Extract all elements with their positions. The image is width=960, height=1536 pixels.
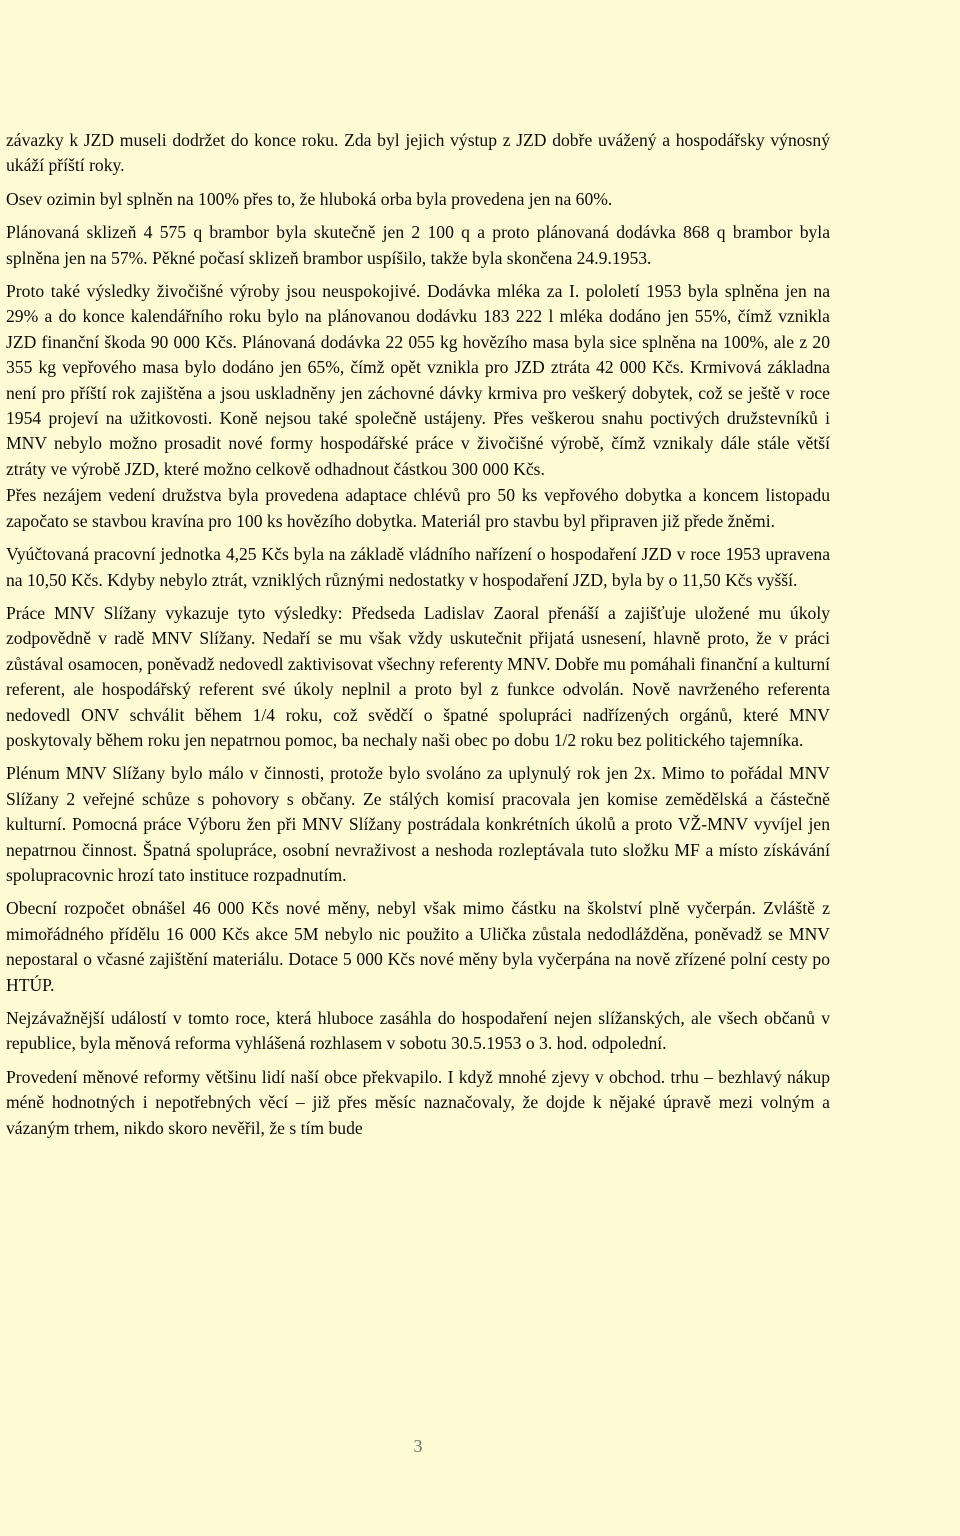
document-body xyxy=(6,128,830,1149)
paragraph: Osev ozimin byl splněn na 100% přes to, že hluboká orba byla provedena jen na 60%. xyxy=(6,188,613,209)
paragraph: Vyúčtovaná pracovní jednotka 4,25 Kčs byla na základě vládního nařízení o hospodaření JZD v roce 1953 upravena na 10,50 Kčs. Kdyby nebylo ztrát, vzniklých různými nedostatky v hospodaření JZD, byla by o 11,50 Kčs vyšší. xyxy=(6,544,830,590)
paragraph: Plénum MNV Slížany bylo málo v činnosti, protože bylo svoláno za uplynulý rok jen 2x. Mimo to pořádal MNV Slížany 2 veřejné schůze s pohovory s občany. Ze stálých komisí pracovala jen komise zemědělská a částečně kulturní. Pomocná práce Výboru žen při MNV Slížany postrádala konkrétních úkolů a proto VŽ-MNV vyvíjel jen nepatrnou činnost. Špatná spolupráce, osobní nevraživost a neshoda rozleptávala tuto složku MF a místo získávání spolupracovnic hrozí tato instituce rozpadnutím. xyxy=(6,763,830,885)
paragraph: závazky k JZD museli dodržet do konce roku. Zda byl jejich výstup z JZD dobře uvážený a hospodářsky výnosný ukáží příští roky. xyxy=(6,130,830,176)
paragraph: Plánovaná sklizeň 4 575 q brambor byla skutečně jen 2 100 q a proto plánovaná dodávka 868 q brambor byla splněna jen na 57%. Pěkné počasí sklizeň brambor uspíšilo, takže byla skončena 24.9.1953. xyxy=(6,222,830,268)
paragraph: Přes nezájem vedení družstva byla provedena adaptace chlévů pro 50 ks vepřového dobytka a koncem listopadu započato se stavbou kravína pro 100 ks hovězího dobytka. Materiál pro stavbu byl připraven již přede žněmi. xyxy=(6,485,830,531)
paragraph: Obecní rozpočet obnášel 46 000 Kčs nové měny, nebyl však mimo částku na školství plně vyčerpán. Zvláště z mimořádného přídělu 16 000 Kčs akce 5M nebylo nic použito a Ulička zůstala nedodlážděna, poněvadž se MNV nepostaral o včasné zajištění materiálu. Dotace 5 000 Kčs nové měny byla vyčerpána na nově zřízené polní cesty po HTÚP. xyxy=(6,898,830,995)
page-number: 3 xyxy=(413,1436,423,1456)
paragraph: Proto také výsledky živočišné výroby jsou neuspokojivé. Dodávka mléka za I. pololetí 1953 byla splněna jen na 29% a do konce kalendářního roku bylo na plánovanou dodávku 183 222 l mléka dodáno jen 55%, čímž vznikla JZD finanční škoda 90 000 Kčs. Plánovaná dodávka 22 055 kg hovězího masa byla sice splněna na 100%, ale z 20 355 kg vepřového masa bylo dodáno jen 65%, čímž opět vznikla pro JZD ztráta 42 000 Kčs. Krmivová základna není pro příští rok zajištěna a jsou uskladněny jen záchovné dávky krmiva pro veškerý dobytek, což se ještě v roce 1954 projeví na užitkovosti. Koně nejsou také společně ustájeny. Přes veškerou snahu poctivých družstevníků i MNV nebylo možno prosadit nové formy hospodářské práce v živočišné výrobě, čímž vznikaly dále stále větší ztráty ve výrobě JZD, které možno celkově odhadnout částkou 300 000 Kčs. xyxy=(6,281,830,479)
paragraph: Práce MNV Slížany vykazuje tyto výsledky: Předseda Ladislav Zaoral přenáší a zajišťuje uložené mu úkoly zodpovědně v radě MNV Slížany. Nedaří se mu však vždy uskutečnit přijatá usnesení, hlavně proto, že v práci zůstával osamocen, poněvadž nedovedl zaktivisovat všechny referenty MNV. Dobře mu pomáhali finanční a kulturní referent, ale hospodářský referent své úkoly neplnil a proto byl z funkce odvolán. Nově navrženého referenta nedovedl ONV schválit během 1/4 roku, což svědčí o špatné spolupráci nadřízených orgánů, které MNV poskytovaly během roku jen nepatrnou pomoc, ba nechaly naši obec po dobu 1/2 roku bez politického tajemníka. xyxy=(6,602,830,750)
paragraph: Provedení měnové reformy většinu lidí naší obce překvapilo. I když mnohé zjevy v obchod. trhu – bezhlavý nákup méně hodnotných i nepotřebných věcí – již přes měsíc naznačovaly, že dojde k nějaké úpravě mezi volným a vázaným trhem, nikdo skoro nevěřil, že s tím bude xyxy=(6,1066,830,1138)
paragraph: Nejzávažnější událostí v tomto roce, která hluboce zasáhla do hospodaření nejen slížanských, ale všech občanů v republice, byla měnová reforma vyhlášená rozhlasem v sobotu 30.5.1953 o 3. hod. odpolední. xyxy=(6,1008,830,1054)
